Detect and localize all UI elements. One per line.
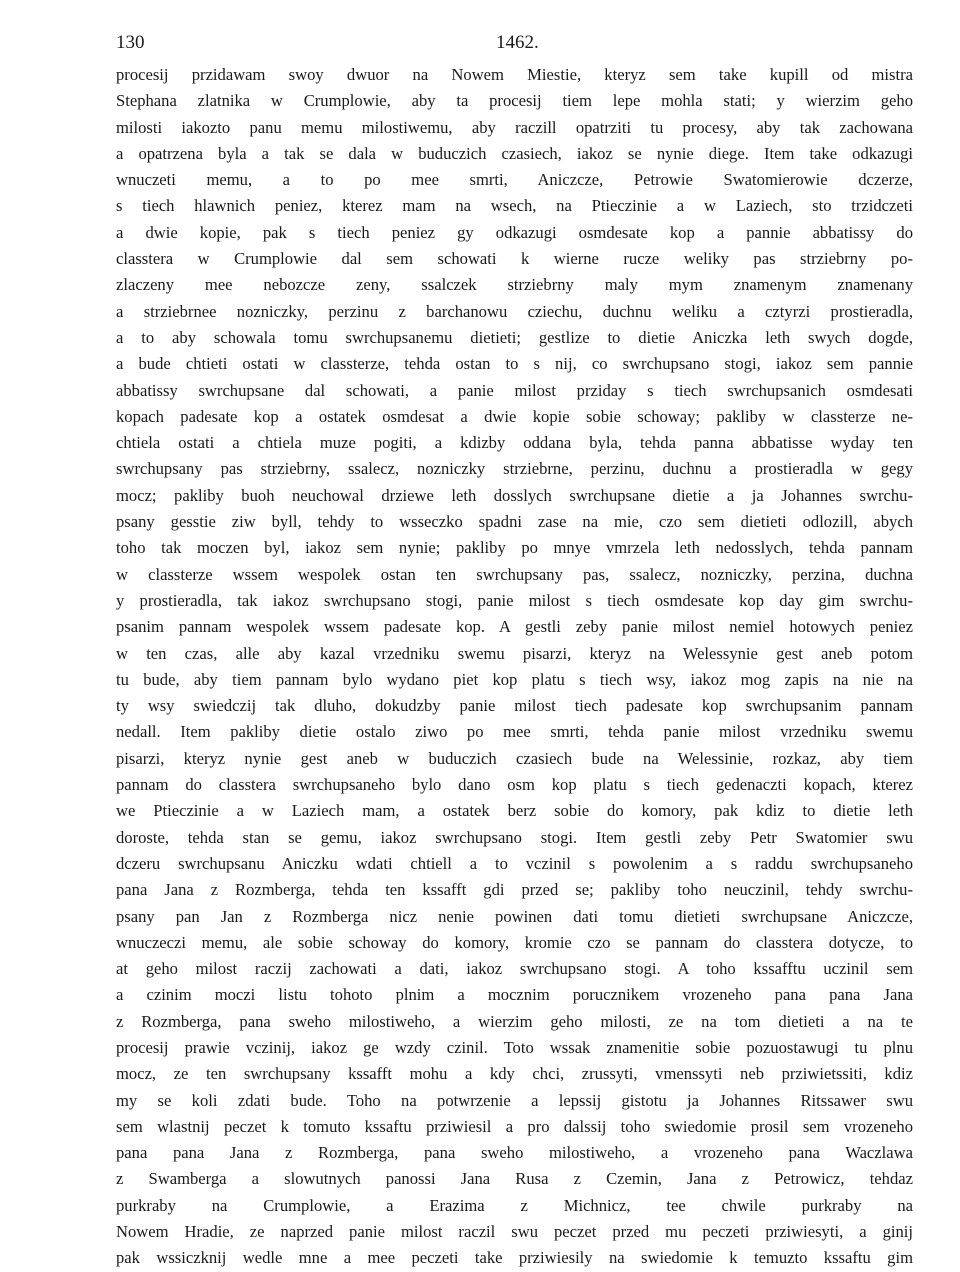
text-line: pana pana Jana z Rozmberga, pana sweho milostiweho, a vrozeneho pana Waczlawa: [116, 1143, 913, 1163]
text-line: z Swamberga a slowutnych panossi Jana Rusa z Czemin, Jana z Petrowicz, tehdaz: [116, 1169, 913, 1189]
text-line: a bude chtieti ostati w classterze, tehda ostan to s nij, co swrchupsano stogi, iakoz sem pannie: [116, 354, 913, 374]
text-line: zlaczeny mee nebozcze zeny, ssalczek strziebrny maly mym znamenym znamenany: [116, 275, 913, 295]
text-line: nedall. Item pakliby dietie ostalo ziwo po mee smrti, tehda panie milost vrzedniku swemu: [116, 722, 913, 742]
text-line: pisarzi, kteryz nynie gest aneb w buduczich czasiech bude na Welessinie, rozkaz, aby tiem: [116, 748, 913, 768]
text-line: my se koli zdati bude. Toho na potwrzenie a lepssij gistotu ja Johannes Ritssawer swu: [116, 1090, 913, 1110]
text-line: we Ptieczinie a w Laziech mam, a ostatek berz sobie do komory, pak kdiz to dietie leth: [116, 801, 913, 821]
body-text: [116, 62, 913, 1272]
text-line: milosti iakozto panu memu milostiwemu, aby raczill opatrziti tu procesy, aby tak zachowana: [116, 117, 913, 137]
text-line: pana Jana z Rozmberga, tehda ten kssafft gdi przed se; pakliby toho neuczinil, tehdy swrchu-: [116, 880, 913, 900]
text-line: z Rozmberga, pana sweho milostiweho, a wierzim geho milosti, ze na tom dietieti a na te: [116, 1011, 913, 1031]
text-line: psanim pannam wespolek wssem padesate kop. A gestli zeby panie milost nemiel hotowych peniez: [116, 617, 913, 637]
page-number: 130: [116, 32, 145, 53]
text-line: a czinim moczi listu tohoto plnim a mocznim porucznikem vrozeneho pana pana Jana: [116, 985, 913, 1005]
text-line: purkraby na Crumplowie, a Erazima z Michnicz, tee chwile purkraby na: [116, 1195, 913, 1215]
text-line: sem wlastnij peczet k tomuto kssaftu prziwiesil a pro dalssij toho swiedomie prosil sem vrozeneho: [116, 1116, 913, 1136]
text-line: a strziebrnee nozniczky, perzinu z barchanowu cziechu, duchnu weliku a cztyrzi prostieradla,: [116, 301, 913, 321]
text-line: ty wsy swiedczij tak dluho, dokudzby panie milost tiech padesate kop swrchupsanim pannam: [116, 696, 913, 716]
text-line: abbatissy swrchupsane dal schowati, a panie milost prziday s tiech swrchupsanich osmdesati: [116, 380, 913, 400]
text-line: wnuczeti memu, a to po mee smrti, Aniczcze, Petrowie Swatomierowie dczerze,: [116, 170, 913, 190]
text-line: swrchupsany pas strziebrny, ssalecz, nozniczky strziebrne, perzinu, duchnu a prostieradla w gegy: [116, 459, 913, 479]
text-line: pannam do classtera swrchupsaneho bylo dano osm kop platu s tiech gedenaczti kopach, kterez: [116, 775, 913, 795]
text-line: Nowem Hradie, ze naprzed panie milost raczil swu peczet przed mu peczeti prziwiesyti, a ginij: [116, 1222, 913, 1242]
text-line: tu bude, aby tiem pannam bylo wydano piet kop platu s tiech wsy, iakoz mog zapis na nie na: [116, 669, 913, 689]
text-line: procesij prawie vczinij, iakoz ge wzdy czinil. Toto wssak znamenitie sobie pozuostawugi tu plnu: [116, 1037, 913, 1057]
text-line: s tiech hlawnich peniez, kterez mam na wsech, na Ptieczinie a w Laziech, sto trzidczeti: [116, 196, 913, 216]
text-line: psany gesstie ziw byll, tehdy to wsseczko spadni zase na mie, czo sem dietieti odlozill, abych: [116, 512, 913, 532]
text-line: mocz, ze ten swrchupsany kssafft mohu a kdy chci, zrussyti, vmenssyti neb prziwietssiti, kdiz: [116, 1064, 913, 1084]
text-line: mocz; pakliby buoh neuchowal drziewe leth dosslych swrchupsane dietie a ja Johannes swrchu-: [116, 485, 913, 505]
text-line: wnuczeczi memu, ale sobie schoway do komory, kromie czo se pannam do classtera dotycze, to: [116, 932, 913, 952]
text-line: a opatrzena byla a tak se dala w buduczich czasiech, iakoz se nynie diege. Item take odkazugi: [116, 143, 913, 163]
text-line: toho tak moczen byl, iakoz sem nynie; pakliby po mnye vmrzela leth nedosslych, tehda pannam: [116, 538, 913, 558]
text-line: psany pan Jan z Rozmberga nicz nenie powinen dati tomu dietieti swrchupsane Aniczcze,: [116, 906, 913, 926]
text-line: pak wssiczknij wedle mne a mee peczeti take prziwiesily na swiedomie k temuzto kssaftu gim: [116, 1248, 913, 1268]
text-line: Stephana zlatnika w Crumplowie, aby ta procesij tiem lepe mohla stati; y wierzim geho: [116, 91, 913, 111]
text-line: a to aby schowala tomu swrchupsanemu dietieti; gestlize to dietie Aniczka leth swych dogde,: [116, 327, 913, 347]
text-line: a dwie kopie, pak s tiech peniez gy odkazugi osmdesate kop a pannie abbatissy do: [116, 222, 913, 242]
text-line: dczeru swrchupsanu Aniczku wdati chtiell a to vczinil s powolenim a s raddu swrchupsaneho: [116, 853, 913, 873]
text-line: procesij przidawam swoy dwuor na Nowem Miestie, kteryz sem take kupill od mistra: [116, 65, 913, 84]
text-line: classtera w Crumplowie dal sem schowati k wierne rucze weliky pas strziebrny po-: [116, 249, 913, 269]
text-line: at geho milost raczij zachowati a dati, iakoz swrchupsano stogi. A toho kssafftu uczinil sem: [116, 959, 913, 979]
running-head-year: 1462.: [496, 32, 539, 53]
text-line: y prostieradla, tak iakoz swrchupsano stogi, panie milost s tiech osmdesate kop day gim swrchu-: [116, 590, 913, 610]
text-line: w classterze wssem wespolek ostan ten swrchupsany pas, ssalecz, nozniczky, perzina, duchna: [116, 564, 913, 584]
text-line: w ten czas, alle aby kazal vrzedniku swemu pisarzi, kteryz na Welessynie gest aneb potom: [116, 643, 913, 663]
text-line: chtiela ostati a chtiela muze pogiti, a kdizby oddana byla, tehda panna abbatisse wyday ten: [116, 433, 913, 453]
text-line: kopach padesate kop a ostatek osmdesat a dwie kopie sobie schoway; pakliby w classterze ne-: [116, 406, 913, 426]
page-header: [116, 30, 913, 56]
text-line: doroste, tehda stan se gemu, iakoz swrchupsano stogi. Item gestli zeby Petr Swatomier swu: [116, 827, 913, 847]
